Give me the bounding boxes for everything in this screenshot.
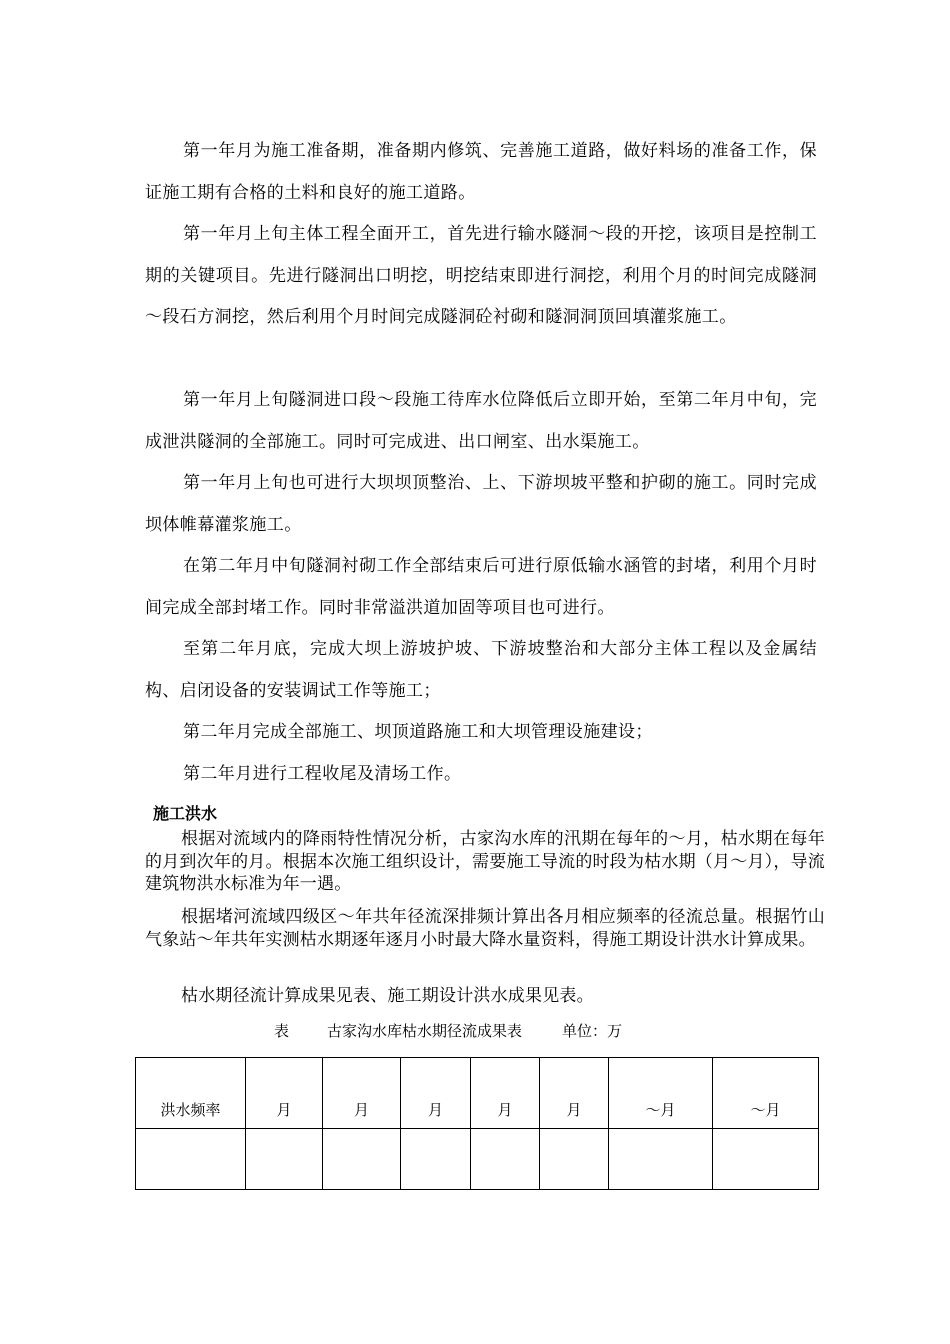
paragraph-flood-season: 根据对流域内的降雨特性情况分析，古家沟水库的汛期在每年的～月，枯水期在每年的月到次年的月。根据本次施工组织设计，需要施工导流的时段为枯水期（月～月），导流建筑物洪水标准为年一遇。 — [145, 829, 825, 894]
table-cell — [323, 1129, 401, 1190]
table-caption-unit: 单位：万 — [562, 1022, 623, 1040]
paragraph-main-works: 第一年月上旬主体工程全面开工，首先进行输水隧洞～段的开挖，该项目是控制工期的关键项目。先进行隧洞出口明挖，明挖结束即进行洞挖，利用个月的时间完成隧洞～段石方洞挖，然后利用个月时间完成隧洞砼衬砌和隧洞洞顶回填灌浆施工。 — [145, 224, 817, 327]
paragraph-table-ref: 枯水期径流计算成果见表、施工期设计洪水成果见表。 — [181, 986, 594, 1006]
table-cell — [471, 1129, 540, 1190]
header-cell-month: 月 — [323, 1058, 401, 1129]
section-heading: 施工洪水 — [153, 804, 218, 823]
table-header-row — [136, 1058, 819, 1129]
table-cell — [246, 1129, 323, 1190]
paragraph-tunnel-inlet: 第一年月上旬隧洞进口段～段施工待库水位降低后立即开始，至第二年月中旬，完成泄洪隧洞的全部施工。同时可完成进、出口闸室、出水渠施工。 — [145, 390, 817, 452]
paragraph-prep-period: 第一年月为施工准备期，准备期内修筑、完善施工道路，做好料场的准备工作，保证施工期有合格的土料和良好的施工道路。 — [145, 141, 817, 203]
table-caption-title: 古家沟水库枯水期径流成果表 — [327, 1022, 523, 1040]
header-cell-month: 月 — [540, 1058, 609, 1129]
table-cell — [540, 1129, 609, 1190]
table-cell — [401, 1129, 471, 1190]
header-cell-month: 月 — [471, 1058, 540, 1129]
paragraph-slope-protection: 至第二年月底，完成大坝上游坡护坡、下游坡整治和大部分主体工程以及金属结构、启闭设备的安装调试工作等施工； — [145, 639, 817, 701]
table-cell — [609, 1129, 713, 1190]
paragraph-cleanup: 第二年月进行工程收尾及清场工作。 — [183, 764, 462, 784]
table-cell — [136, 1129, 246, 1190]
header-cell-month: 月 — [246, 1058, 323, 1129]
paragraph-completion: 第二年月完成全部施工、坝顶道路施工和大坝管理设施建设； — [183, 722, 653, 742]
table-caption-label: 表 — [274, 1022, 290, 1040]
header-cell-month: 月 — [401, 1058, 471, 1129]
runoff-table — [135, 1057, 819, 1190]
header-cell-month-range: ～月 — [609, 1058, 713, 1129]
table-cell — [713, 1129, 819, 1190]
paragraph-runoff-calc: 根据堵河流域四级区～年共年径流深排频计算出各月相应频率的径流总量。根据竹山气象站～年共年实测枯水期逐年逐月小时最大降水量资料，得施工期设计洪水计算成果。 — [145, 907, 825, 950]
paragraph-dam-crest: 第一年月上旬也可进行大坝坝顶整治、上、下游坝坡平整和护砌的施工。同时完成坝体帷幕灌浆施工。 — [145, 473, 817, 535]
paragraph-culvert-plugging: 在第二年月中旬隧洞衬砌工作全部结束后可进行原低输水涵管的封堵，利用个月时间完成全部封堵工作。同时非常溢洪道加固等项目也可进行。 — [145, 556, 817, 618]
header-cell-month-range: ～月 — [713, 1058, 819, 1129]
table-row — [136, 1129, 819, 1190]
header-cell-frequency: 洪水频率 — [136, 1058, 246, 1129]
